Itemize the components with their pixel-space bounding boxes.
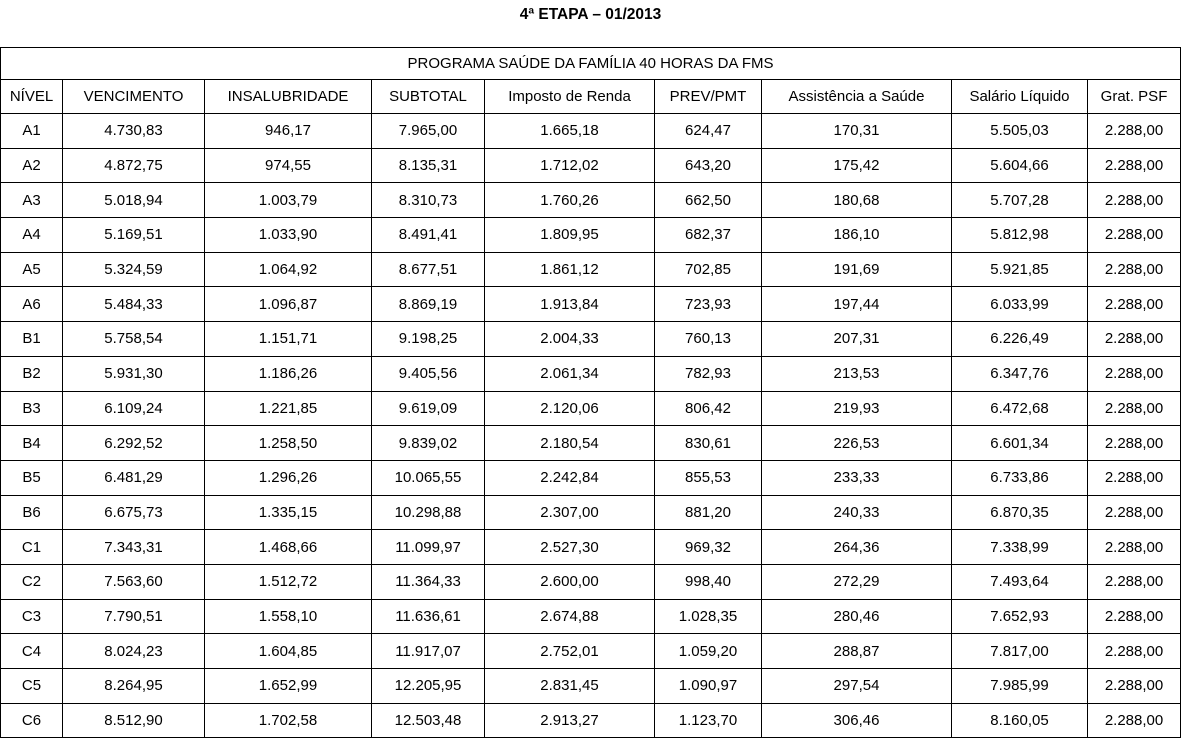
value-cell: 9.198,25 (372, 322, 485, 357)
value-cell: 272,29 (762, 564, 952, 599)
value-cell: 1.702,58 (205, 703, 372, 738)
value-cell: 2.242,84 (485, 460, 655, 495)
value-cell: 2.600,00 (485, 564, 655, 599)
level-cell: A3 (1, 183, 63, 218)
value-cell: 226,53 (762, 426, 952, 461)
value-cell: 2.831,45 (485, 669, 655, 704)
value-cell: 643,20 (655, 148, 762, 183)
value-cell: 5.018,94 (63, 183, 205, 218)
table-row (1, 322, 1181, 357)
value-cell: 2.061,34 (485, 356, 655, 391)
value-cell: 6.292,52 (63, 426, 205, 461)
value-cell: 280,46 (762, 599, 952, 634)
value-cell: 8.264,95 (63, 669, 205, 704)
value-cell: 9.405,56 (372, 356, 485, 391)
table-row (1, 114, 1181, 149)
column-header: Imposto de Renda (485, 80, 655, 114)
value-cell: 1.665,18 (485, 114, 655, 149)
level-cell: A1 (1, 114, 63, 149)
table-row (1, 426, 1181, 461)
value-cell: 5.812,98 (952, 218, 1088, 253)
value-cell: 2.288,00 (1088, 391, 1181, 426)
value-cell: 11.099,97 (372, 530, 485, 565)
table-row (1, 460, 1181, 495)
level-cell: B2 (1, 356, 63, 391)
value-cell: 2.004,33 (485, 322, 655, 357)
value-cell: 2.288,00 (1088, 287, 1181, 322)
value-cell: 662,50 (655, 183, 762, 218)
value-cell: 806,42 (655, 391, 762, 426)
table-row (1, 252, 1181, 287)
value-cell: 2.307,00 (485, 495, 655, 530)
column-header: VENCIMENTO (63, 80, 205, 114)
value-cell: 5.921,85 (952, 252, 1088, 287)
column-header: Assistência a Saúde (762, 80, 952, 114)
value-cell: 2.288,00 (1088, 669, 1181, 704)
level-cell: A4 (1, 218, 63, 253)
table-body (1, 114, 1181, 738)
value-cell: 1.186,26 (205, 356, 372, 391)
value-cell: 2.180,54 (485, 426, 655, 461)
value-cell: 7.965,00 (372, 114, 485, 149)
value-cell: 2.288,00 (1088, 252, 1181, 287)
value-cell: 1.003,79 (205, 183, 372, 218)
value-cell: 213,53 (762, 356, 952, 391)
value-cell: 175,42 (762, 148, 952, 183)
value-cell: 8.869,19 (372, 287, 485, 322)
value-cell: 2.288,00 (1088, 114, 1181, 149)
value-cell: 5.604,66 (952, 148, 1088, 183)
value-cell: 2.674,88 (485, 599, 655, 634)
table-row (1, 599, 1181, 634)
value-cell: 2.288,00 (1088, 564, 1181, 599)
value-cell: 682,37 (655, 218, 762, 253)
value-cell: 1.296,26 (205, 460, 372, 495)
value-cell: 7.343,31 (63, 530, 205, 565)
value-cell: 946,17 (205, 114, 372, 149)
value-cell: 207,31 (762, 322, 952, 357)
page-title: 4ª ETAPA – 01/2013 (519, 6, 662, 23)
value-cell: 8.491,41 (372, 218, 485, 253)
value-cell: 7.985,99 (952, 669, 1088, 704)
value-cell: 12.205,95 (372, 669, 485, 704)
level-cell: C2 (1, 564, 63, 599)
level-cell: B6 (1, 495, 63, 530)
value-cell: 5.707,28 (952, 183, 1088, 218)
value-cell: 1.712,02 (485, 148, 655, 183)
value-cell: 2.752,01 (485, 634, 655, 669)
value-cell: 7.652,93 (952, 599, 1088, 634)
value-cell: 1.335,15 (205, 495, 372, 530)
value-cell: 6.481,29 (63, 460, 205, 495)
value-cell: 2.913,27 (485, 703, 655, 738)
value-cell: 7.790,51 (63, 599, 205, 634)
value-cell: 11.917,07 (372, 634, 485, 669)
value-cell: 702,85 (655, 252, 762, 287)
table-row (1, 634, 1181, 669)
value-cell: 974,55 (205, 148, 372, 183)
value-cell: 6.226,49 (952, 322, 1088, 357)
value-cell: 2.288,00 (1088, 495, 1181, 530)
value-cell: 1.096,87 (205, 287, 372, 322)
value-cell: 881,20 (655, 495, 762, 530)
value-cell: 1.512,72 (205, 564, 372, 599)
value-cell: 6.675,73 (63, 495, 205, 530)
value-cell: 2.288,00 (1088, 148, 1181, 183)
level-cell: A2 (1, 148, 63, 183)
value-cell: 2.288,00 (1088, 634, 1181, 669)
value-cell: 180,68 (762, 183, 952, 218)
level-cell: A6 (1, 287, 63, 322)
value-cell: 7.817,00 (952, 634, 1088, 669)
value-cell: 5.324,59 (63, 252, 205, 287)
column-header: Grat. PSF (1088, 80, 1181, 114)
value-cell: 6.347,76 (952, 356, 1088, 391)
value-cell: 7.563,60 (63, 564, 205, 599)
value-cell: 8.310,73 (372, 183, 485, 218)
value-cell: 624,47 (655, 114, 762, 149)
value-cell: 186,10 (762, 218, 952, 253)
value-cell: 2.288,00 (1088, 356, 1181, 391)
value-cell: 170,31 (762, 114, 952, 149)
value-cell: 760,13 (655, 322, 762, 357)
value-cell: 2.288,00 (1088, 426, 1181, 461)
value-cell: 9.839,02 (372, 426, 485, 461)
value-cell: 197,44 (762, 287, 952, 322)
column-header: Salário Líquido (952, 80, 1088, 114)
table-row (1, 530, 1181, 565)
column-header: PREV/PMT (655, 80, 762, 114)
value-cell: 1.059,20 (655, 634, 762, 669)
level-cell: B4 (1, 426, 63, 461)
value-cell: 191,69 (762, 252, 952, 287)
table-row (1, 564, 1181, 599)
value-cell: 1.652,99 (205, 669, 372, 704)
value-cell: 6.472,68 (952, 391, 1088, 426)
table-row (1, 356, 1181, 391)
column-header-row (1, 80, 1181, 114)
value-cell: 6.870,35 (952, 495, 1088, 530)
value-cell: 998,40 (655, 564, 762, 599)
value-cell: 1.258,50 (205, 426, 372, 461)
level-cell: B3 (1, 391, 63, 426)
value-cell: 2.120,06 (485, 391, 655, 426)
level-cell: B5 (1, 460, 63, 495)
value-cell: 2.288,00 (1088, 183, 1181, 218)
value-cell: 2.288,00 (1088, 599, 1181, 634)
value-cell: 1.604,85 (205, 634, 372, 669)
value-cell: 2.527,30 (485, 530, 655, 565)
table-row (1, 287, 1181, 322)
column-header: INSALUBRIDADE (205, 80, 372, 114)
value-cell: 7.493,64 (952, 564, 1088, 599)
value-cell: 1.064,92 (205, 252, 372, 287)
value-cell: 219,93 (762, 391, 952, 426)
program-title: PROGRAMA SAÚDE DA FAMÍLIA 40 HORAS DA FMS (1, 48, 1181, 80)
table-row (1, 495, 1181, 530)
value-cell: 782,93 (655, 356, 762, 391)
value-cell: 10.065,55 (372, 460, 485, 495)
value-cell: 723,93 (655, 287, 762, 322)
salary-table (0, 47, 1181, 738)
value-cell: 6.033,99 (952, 287, 1088, 322)
value-cell: 8.677,51 (372, 252, 485, 287)
value-cell: 2.288,00 (1088, 218, 1181, 253)
value-cell: 1.760,26 (485, 183, 655, 218)
value-cell: 264,36 (762, 530, 952, 565)
value-cell: 8.160,05 (952, 703, 1088, 738)
value-cell: 830,61 (655, 426, 762, 461)
value-cell: 6.109,24 (63, 391, 205, 426)
value-cell: 10.298,88 (372, 495, 485, 530)
table-row (1, 218, 1181, 253)
table-row (1, 703, 1181, 738)
table-row (1, 391, 1181, 426)
value-cell: 297,54 (762, 669, 952, 704)
value-cell: 4.872,75 (63, 148, 205, 183)
program-title-row (1, 48, 1181, 80)
value-cell: 5.758,54 (63, 322, 205, 357)
value-cell: 2.288,00 (1088, 703, 1181, 738)
value-cell: 306,46 (762, 703, 952, 738)
level-cell: C4 (1, 634, 63, 669)
value-cell: 11.364,33 (372, 564, 485, 599)
value-cell: 9.619,09 (372, 391, 485, 426)
level-cell: B1 (1, 322, 63, 357)
value-cell: 2.288,00 (1088, 530, 1181, 565)
value-cell: 1.033,90 (205, 218, 372, 253)
value-cell: 240,33 (762, 495, 952, 530)
value-cell: 5.484,33 (63, 287, 205, 322)
value-cell: 5.931,30 (63, 356, 205, 391)
value-cell: 233,33 (762, 460, 952, 495)
table-row (1, 669, 1181, 704)
value-cell: 1.913,84 (485, 287, 655, 322)
value-cell: 8.512,90 (63, 703, 205, 738)
value-cell: 5.169,51 (63, 218, 205, 253)
value-cell: 1.123,70 (655, 703, 762, 738)
column-header: NÍVEL (1, 80, 63, 114)
column-header: SUBTOTAL (372, 80, 485, 114)
value-cell: 5.505,03 (952, 114, 1088, 149)
table-row (1, 183, 1181, 218)
value-cell: 4.730,83 (63, 114, 205, 149)
value-cell: 1.809,95 (485, 218, 655, 253)
value-cell: 6.601,34 (952, 426, 1088, 461)
value-cell: 1.151,71 (205, 322, 372, 357)
value-cell: 1.090,97 (655, 669, 762, 704)
value-cell: 1.028,35 (655, 599, 762, 634)
value-cell: 12.503,48 (372, 703, 485, 738)
level-cell: C3 (1, 599, 63, 634)
value-cell: 288,87 (762, 634, 952, 669)
level-cell: C5 (1, 669, 63, 704)
level-cell: C6 (1, 703, 63, 738)
level-cell: C1 (1, 530, 63, 565)
value-cell: 8.024,23 (63, 634, 205, 669)
value-cell: 2.288,00 (1088, 460, 1181, 495)
value-cell: 7.338,99 (952, 530, 1088, 565)
value-cell: 1.221,85 (205, 391, 372, 426)
value-cell: 855,53 (655, 460, 762, 495)
value-cell: 2.288,00 (1088, 322, 1181, 357)
value-cell: 969,32 (655, 530, 762, 565)
value-cell: 11.636,61 (372, 599, 485, 634)
value-cell: 1.861,12 (485, 252, 655, 287)
level-cell: A5 (1, 252, 63, 287)
value-cell: 8.135,31 (372, 148, 485, 183)
value-cell: 6.733,86 (952, 460, 1088, 495)
table-row (1, 148, 1181, 183)
value-cell: 1.468,66 (205, 530, 372, 565)
value-cell: 1.558,10 (205, 599, 372, 634)
